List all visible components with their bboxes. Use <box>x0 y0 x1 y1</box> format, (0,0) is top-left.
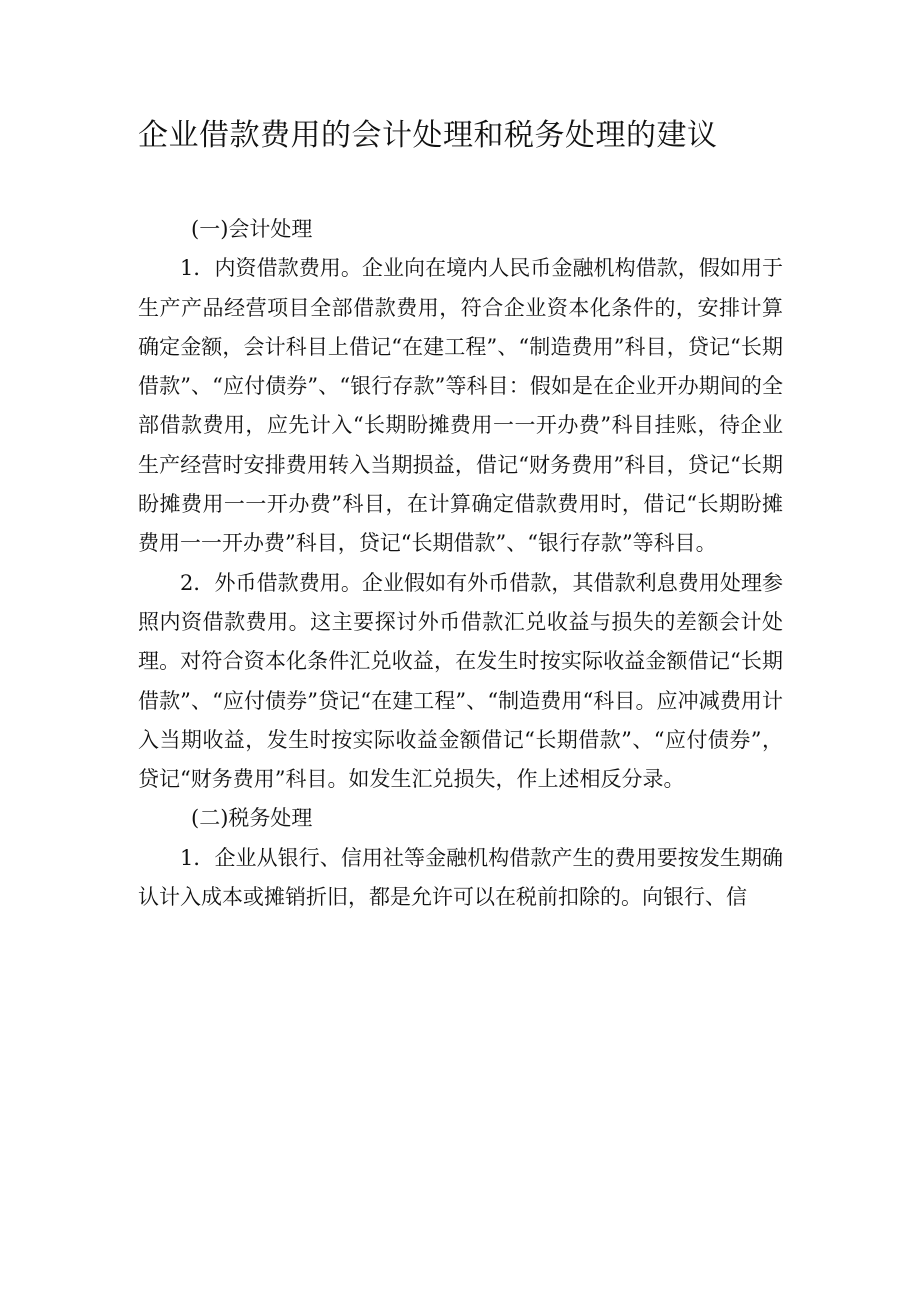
paragraph-tax-deduction: 1．企业从银行、信用社等金融机构借款产生的费用要按发生期确认计入成本或摊销折旧，都是允许可以在税前扣除的。向银行、信 <box>138 845 783 910</box>
document-body <box>138 210 783 917</box>
section-heading-tax: (二)税务处理 <box>191 806 313 831</box>
paragraph-domestic-loan: 1．内资借款费用。企业向在境内人民币金融机构借款，假如用于生产产品经营项目全部借款费用，符合企业资本化条件的，安排计算确定金额，会计科目上借记“在建工程”、“制造费用”科目，贷记“长期借款”、“应付债券”、“银行存款”等科目：假如是在企业开办期间的全部借款费用，应先计入“长期盼摊费用一一开办费”科目挂账，待企业生产经营时安排费用转入当期损益，借记“财务费用”科目，贷记“长期盼摊费用一一开办费”科目，在计算确定借款费用时，借记“长期盼摊费用一一开办费”科目，贷记“长期借款”、“银行存款”等科目。 <box>138 256 783 556</box>
paragraph-foreign-loan: 2．外币借款费用。企业假如有外币借款，其借款利息费用处理参照内资借款费用。这主要探讨外币借款汇兑收益与损失的差额会计处理。对符合资本化条件汇兑收益，在发生时按实际收益金额借记“长期借款”、“应付债券”贷记“在建工程”、“制造费用“科目。应冲减费用计入当期收益，发生时按实际收益金额借记“长期借款”、“应付债券”，贷记“财务费用”科目。如发生汇兑损失，作上述相反分录。 <box>138 570 783 792</box>
document-title: 企业借款费用的会计处理和税务处理的建议 <box>138 118 718 153</box>
section-heading-accounting: (一)会计处理 <box>191 217 313 241</box>
